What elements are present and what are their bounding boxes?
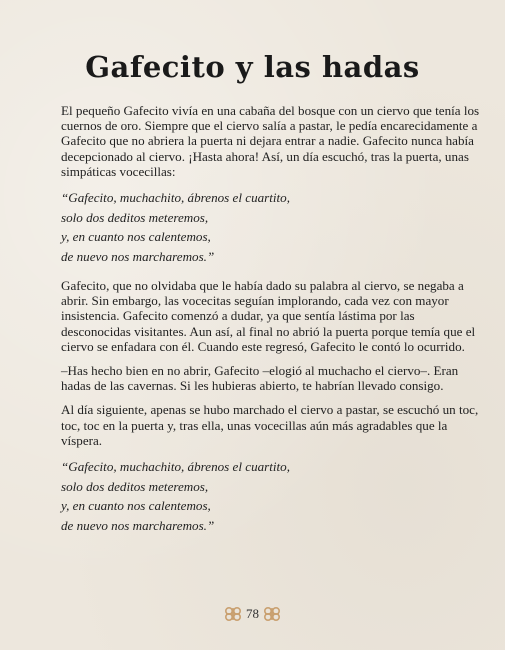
- paragraph-2: Gafecito, que no olvidaba que le había dado su palabra al ciervo, se negaba a abrir. Sin embargo, las vocecitas seguían implorando, cada vez con mayor insistencia. Gafecito comenzó a dudar, ya que sentía lástima por las desconocidas visitantes. Aun así, al final no abrió la puerta porque temía que el ciervo se enfadara con él. Cuando este regresó, Gafecito le contó lo ocurrido.: [61, 278, 476, 354]
- paragraph-4: Al día siguiente, apenas se hubo marchado el ciervo a pastar, se escuchó un toc, toc, toc en la puerta y, tras ella, unas vocecillas aún más agradables que la víspera.: [61, 402, 479, 448]
- verse-line: solo dos deditos meteremos,: [61, 209, 209, 225]
- verse-line: y, en cuanto nos calentemos,: [61, 498, 211, 514]
- verse-line: “Gafecito, muchachito, ábrenos el cuartito,: [61, 190, 290, 206]
- verse-line: y, en cuanto nos calentemos,: [61, 229, 211, 245]
- verse-line: de nuevo nos marcharemos.”: [61, 248, 215, 264]
- verse-line: solo dos deditos meteremos,: [61, 478, 209, 494]
- verse-1: [61, 188, 481, 266]
- verse-line: de nuevo nos marcharemos.”: [61, 517, 215, 533]
- celtic-knot-icon: [263, 606, 281, 622]
- celtic-knot-icon: [224, 606, 242, 622]
- verse-2: [61, 457, 481, 535]
- page-title: Gafecito y las hadas: [85, 50, 420, 84]
- paragraph-1: El pequeño Gafecito vivía en una cabaña del bosque con un ciervo que tenía los cuernos de oro. Siempre que el ciervo salía a pastar, le pedía encarecidamente a Gafecito que no abriera la puerta ni dejara entrar a nadie. Gafecito nunca había decepcionado al ciervo. ¡Hasta ahora! Así, un día escuchó, tras la puerta, unas simpáticas vocecillas:: [61, 103, 480, 179]
- verse-line: “Gafecito, muchachito, ábrenos el cuartito,: [61, 459, 290, 475]
- paragraph-3: –Has hecho bien en no abrir, Gafecito –elogió al muchacho el ciervo–. Eran hadas de las cavernas. Si les hubieras abierto, te habrían llevado consigo.: [61, 363, 459, 394]
- story-body: [61, 103, 481, 547]
- page-footer: [0, 606, 505, 622]
- page-number: 78: [246, 606, 259, 621]
